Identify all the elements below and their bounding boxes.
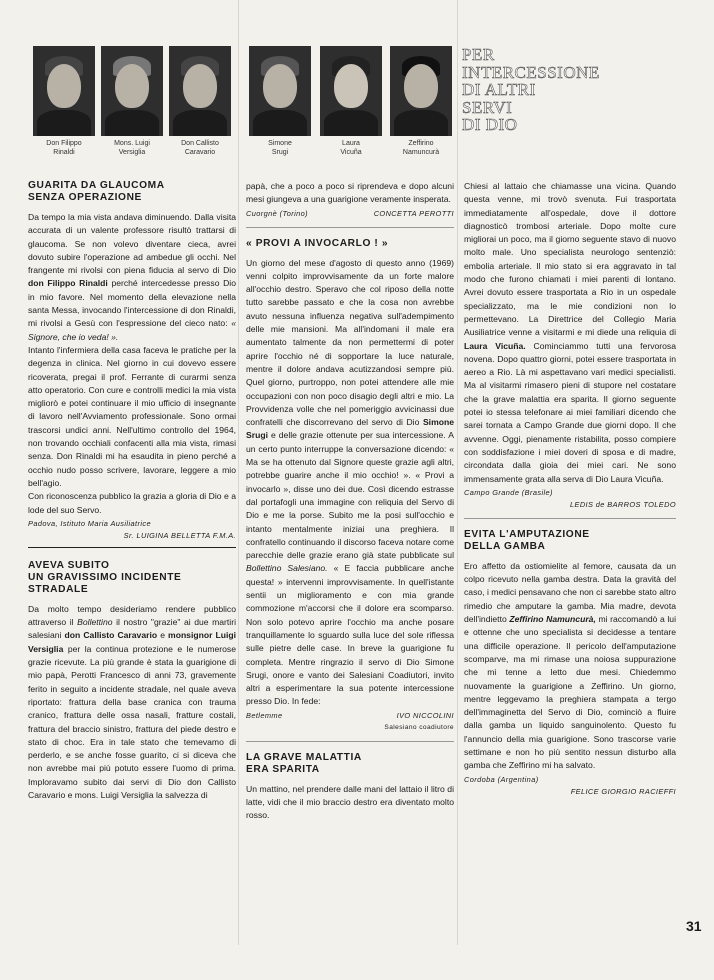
article-paragraph: Un mattino, nel prendere dalle mani del lattaio il litro di latte, vidi che il mio braccio destro era diventato molto rosso. [246,783,454,821]
page-title: PER INTERCESSIONE DI ALTRI SERVI DI DIO [462,45,600,134]
article-paragraph: papà, che a poco a poco si riprendeva e dopo alcuni mesi giungeva a una guarigione veramente insperata. [246,181,454,205]
article-paragraph: Ero affetto da ostiomielite al femore, causata da un colpo ricevuto nella gamba destra. Data la gravità del caso, i medici pensavano che non ci sarebbe stato altro rimedio che amputare la gamba. Mia madre, devota dell'indietto Zeffirino Namuncurà, mi raccomandò a lui e ottenne che uno specialista si decidesse a tentare una difficile operazione. Il pericolo dell'amputazione scomparve, ma mi rimase una noiosa suppurazione che mi tenne a letto due mesi. Chiedemmo nuovamente la guarigione a Zeffirino. Un giorno, mentre leggevamo la preghiera stampata a tergo dell'immaginetta del Servo di Dio, cominciò a fluire dalla gamba un liquido sanguinolento. Questo fu l'annuncio della mia guarigione. Sono trascorse varie settimane e non ho più sentito nessun disturbo alla gamba che Zeffirino mi ha salvato. [464,560,676,771]
portrait-photo [320,46,382,136]
signature-name: IVO NICCOLINI [396,710,454,720]
divider [28,547,236,548]
divider [246,741,454,742]
portrait-photo [390,46,452,136]
portrait-caption: Mons. Luigi Versiglia [114,140,150,156]
page-number: 31 [686,918,702,934]
article-paragraph: Da molto tempo desideriamo rendere pubblico attraverso il Bollettino il nostro "grazie" ai due martiri salesiani don Callisto Caravario e monsignor Luigi Versiglia per la continua protezione e le numerose grazie ricevute. La più grande è stata la guarigione di mio papà, Perotti Francesco di anni 73, gravemente ferito in seguito a incidente stradale, nel quale aveva riportato: frattura della base cranica con trauma cranico, frattura delle ossa nasali, fratture costali, frattura del braccio sinistro, frattura del piede destro e stato di choc. Era in tale stato che temevamo di perderlo, e se anche fosse guarito, ci si diceva che non avrebbe mai più potuto essere l'uomo di prima. Imploravamo subito dai servi di Dio don Callisto Caravario e mons. Luigi Versiglia la salvezza di [28,603,236,800]
article-paragraph: Chiesi al lattaio che chiamasse una vicina. Quando questa venne, mi trovò svenuta. Fui trasportata immediatamente all'ospedale, dove il dottore diagnosticò trombosi arteriale. Dopo molte cure migliorai un poco, ma il giorno seguente stavo di nuovo molto male. Uno specialista neurologo sentenziò: embolia arteriale. Il mio stato si era aggravato in tal modo che furono chiamati i miei parenti di lontano. Avrei dovuto essere trasportata a Rio in un ospedale specializzato, ma le mie condizioni non lo permettevano. La Direttrice del Collegio Maria Ausiliatrice venne a visitarmi e mi diede una reliquia di Laura Vicuña. Cominciammo tutti una fervorosa novena. Dopo quattro giorni, potei essere trasportata in aereo a Rio. Là mi aspettavano vari medici specialisti. Ma al visitarmi rimasero pieni di stupore nel costatare che la grave malattia era sparita. Il giorno seguente potei io stessa telefonare ai miei familiari dicendo che sarei tornata a Campo Grande due giorni dopo. Il che avvenne. Oggi, pienamente ristabilita, posso compiere con soddisfazione i miei doveri di sposa e di madre, circondata dalla gioia dei miei cari. Ne sono immensamente grata alla serva di Dio Laura Vicuña. [464,181,676,484]
column-middle [246,180,454,823]
article-paragraph: Intanto l'infermiera della casa faceva le pratiche per la degenza in clinica. Nel giorno in cui dovevo essere ricoverata, pregai il prof. Ferrante di curarmi senza atto operatorio. Con cure e controlli medici la mia vista migliorò e potei continuare il mio ufficio di insegnante di lavoro nell'Avviamento professionale. Sono ormai trascorsi undici anni. Nell'ultimo controllo del 1964, non trovando occhiali confacenti alla mia vista, rimasi senza. Don Rinaldi mi ha esaudita in pieno perché a occhio nudo posso scrivere, lavorare, leggere a mio bell'agio. [28,344,236,488]
portrait-caption: Laura Vicuña [340,140,362,156]
portrait-caption: Don Callisto Caravario [181,140,219,156]
article-paragraph: Da tempo la mia vista andava diminuendo. Dalla visita accurata di un valente professore risultò trattarsi di glaucoma. Se non volevo diventare cieca, avrei dovuto subire l'operazione ad ambedue gli occhi. Nel frangente mi rivolsi con piena fiducia al servo di Dio don Filippo Rinaldi perché intercedesse presso Dio in mio favore. Nel momento della elevazione nella santa Messa, invocando l'intercessione di don Rinaldi, mi rivolsi a Gesù con l'espressione del cieco nato: « Signore, che io veda! ». [28,212,236,342]
portrait-caption: Zeffirino Namuncurà [402,140,440,156]
column-left [28,180,236,802]
signature-name: FELICE GIORGIO RACIEFFI [570,786,676,796]
portrait-photo [33,46,95,136]
portrait-caption: Simone Srugi [268,140,292,156]
article-title: GUARITA DA GLAUCOMA SENZA OPERAZIONE [28,180,165,203]
portrait-photo [101,46,163,136]
article-title: « PROVI A INVOCARLO ! » [246,237,389,249]
signature-place: Cordoba (Argentina) [464,774,539,784]
portrait-photo [169,46,231,136]
portrait-caption: Don Filippo Rinaldi [46,140,82,156]
article-title: LA GRAVE MALATTIA ERA SPARITA [246,751,362,775]
signature-role: Salesiano coadiutore [384,723,454,731]
article-paragraph: Un giorno del mese d'agosto di questo anno (1969) venni colpito improvvisamente da un forte malore all'occhio destro. Speravo che col riposo della notte tutto sarebbe passato e che la cosa non avrebbe avuto nessuna influenza negativa sull'adempimento delle mie mansioni. Ma all'indomani il male era aumentato talmente da non permettermi di poter aprire l'occhio né di sopportare la luce naturale, mentre il dolore andava acutizzandosi sempre più. Quel giorno, purtroppo, non potei attendere alle mie occupazioni con non poco disagio degli altri e mio. La Provvidenza volle che nel pomeriggio avvicinassi due confratelli che discorrevano del servo di Dio Simone Srugi e delle grazie ottenute per sua intercessione. A un certo punto interruppe la conversazione dicendo: « Ma se ha ottenuto dal Signore queste grazie agli altri, potrebbe guarire anche il mio occhio! ». « Provi a invocarlo », disse uno dei due. Così dicendo estrasse dal portafogli una immagine con reliquia del Servo di Dio e me la porse. Subito me la posi sull'occhio e intanto mentalmente iniziai una preghiera. Il confratello continuando il discorso faceva notare come parecchie delle grazie erano già state pubblicate sul Bollettino Salesiano. « E faccia pubblicare anche questa! » intervenni improvvisamente. In quell'istante sentii un miglioramento e con mia grande commozione m'accorsi che il dolore era scomparso. Non solo potevo aprire l'occhio ma anche posare tranquillamente lo sguardo sulla luce del sole riflessa sulle pietre delle case. In breve la guarigione fu completa. Mentre ringrazio il servo di Dio Simone Srugi, onore e vanto dei Salesiani Coadiutori, invito altri a esperimentare la sua potente intercessione presso Dio. In fede: [246,257,454,707]
signature-name: Sr. LUIGINA BELLETTA F.M.A. [123,530,236,540]
signature-name: CONCETTA PEROTTI [373,208,454,218]
signature-name: LEDIS de BARROS TOLEDO [569,499,676,509]
column-divider [457,0,458,945]
article-title: EVITA L'AMPUTAZIONE DELLA GAMBA [464,528,590,552]
column-divider [238,0,239,945]
article-title: AVEVA SUBITO UN GRAVISSIMO INCIDENTE STRADALE [28,559,182,595]
divider [246,227,454,228]
divider [464,518,676,519]
signature-place: Padova, Istituto Maria Ausiliatrice [28,518,151,528]
portrait-photo [249,46,311,136]
signature-place: Betlemme [246,710,283,720]
article-paragraph: Con riconoscenza pubblico la grazia a gloria di Dio e a lode del suo Servo. [28,491,236,515]
column-right [464,180,676,797]
signature-place: Campo Grande (Brasile) [464,487,553,497]
signature-place: Cuorgnè (Torino) [246,208,308,218]
